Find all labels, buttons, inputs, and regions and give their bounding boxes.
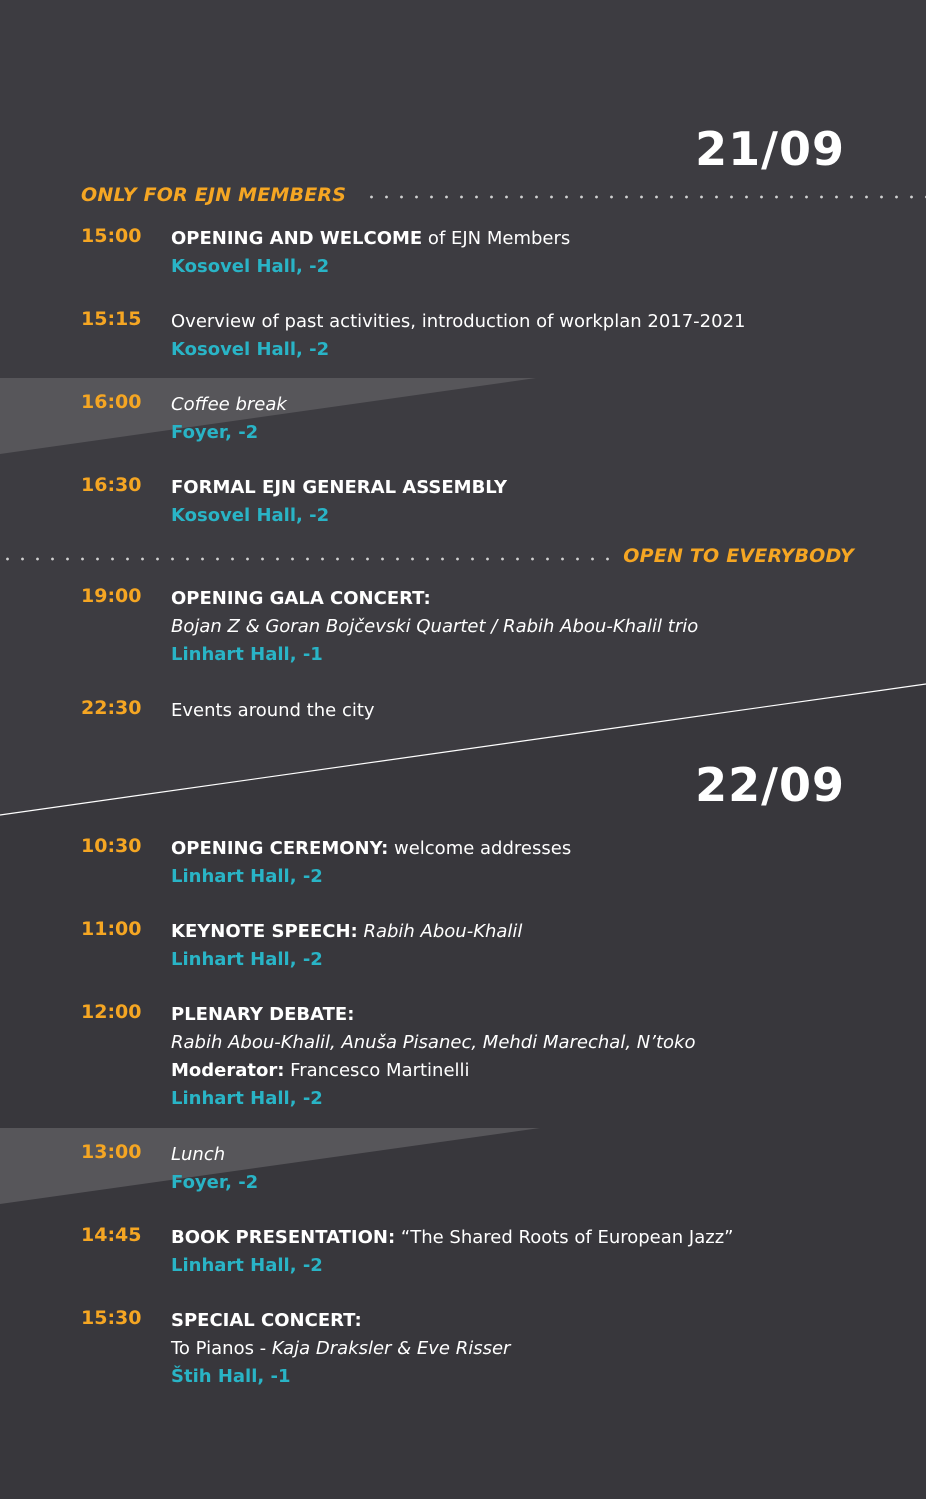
entry-detail: Overview of past activities, introduction of workplan 2017-2021 [171, 311, 746, 332]
entry-title: KEYNOTE SPEECH: [171, 921, 358, 942]
entry-title: OPENING GALA CONCERT: [171, 588, 431, 609]
entry-time: 13:00 [81, 1141, 142, 1163]
open-to-everybody-label: OPEN TO EVERYBODY [623, 545, 854, 567]
entry-location: Linhart Hall, -1 [171, 644, 323, 665]
entry-performers: Kaja Draksler & Eve Risser [271, 1338, 511, 1359]
entry-detail: of EJN Members [422, 228, 571, 249]
entry-time: 15:00 [81, 225, 142, 247]
entry-title: OPENING AND WELCOME [171, 228, 423, 249]
entry-detail: Events around the city [171, 700, 375, 721]
entry-time: 12:00 [81, 1001, 142, 1023]
entry-time: 11:00 [81, 918, 142, 940]
entry-detail: Rabih Abou-Khalil, Anuša Pisanec, Mehdi Marechal, N’toko [171, 1032, 696, 1053]
entry-detail: Bojan Z & Goran Bojčevski Quartet / Rabih Abou-Khalil trio [171, 616, 699, 637]
entry-time: 16:00 [81, 391, 142, 413]
entry-location: Kosovel Hall, -2 [171, 256, 330, 277]
entry-location: Linhart Hall, -2 [171, 1255, 323, 1276]
dotted-divider-open [0, 557, 612, 561]
entry-location: Linhart Hall, -2 [171, 949, 323, 970]
entry-detail: Coffee break [171, 394, 287, 415]
entry-detail: “The Shared Roots of European Jazz” [395, 1227, 734, 1248]
entry-location: Foyer, -2 [171, 422, 259, 443]
entry-time: 22:30 [81, 697, 142, 719]
entry-time: 10:30 [81, 835, 142, 857]
entry-time: 19:00 [81, 585, 142, 607]
entry-detail: Rabih Abou-Khalil [357, 921, 523, 942]
members-only-label: ONLY FOR EJN MEMBERS [81, 184, 347, 206]
moderator-name: Francesco Martinelli [284, 1060, 470, 1081]
entry-time: 15:15 [81, 308, 142, 330]
entry-location: Štih Hall, -1 [171, 1366, 291, 1387]
date-day-1: 21/09 [695, 122, 845, 176]
entry-detail: Lunch [171, 1144, 226, 1165]
entry-title: OPENING CEREMONY: [171, 838, 389, 859]
entry-title: SPECIAL CONCERT: [171, 1310, 362, 1331]
entry-time: 14:45 [81, 1224, 142, 1246]
date-day-2: 22/09 [695, 758, 845, 812]
entry-title: PLENARY DEBATE: [171, 1004, 355, 1025]
entry-location: Linhart Hall, -2 [171, 1088, 323, 1109]
entry-title: FORMAL EJN GENERAL ASSEMBLY [171, 477, 507, 498]
entry-location: Linhart Hall, -2 [171, 866, 323, 887]
entry-location: Kosovel Hall, -2 [171, 339, 330, 360]
entry-location: Kosovel Hall, -2 [171, 505, 330, 526]
dotted-divider-members [364, 195, 926, 199]
entry-detail: To Pianos - [171, 1338, 272, 1359]
entry-title: BOOK PRESENTATION: [171, 1227, 396, 1248]
entry-location: Foyer, -2 [171, 1172, 259, 1193]
entry-time: 16:30 [81, 474, 142, 496]
moderator-label: Moderator: [171, 1060, 285, 1081]
entry-time: 15:30 [81, 1307, 142, 1329]
entry-detail: welcome addresses [388, 838, 572, 859]
